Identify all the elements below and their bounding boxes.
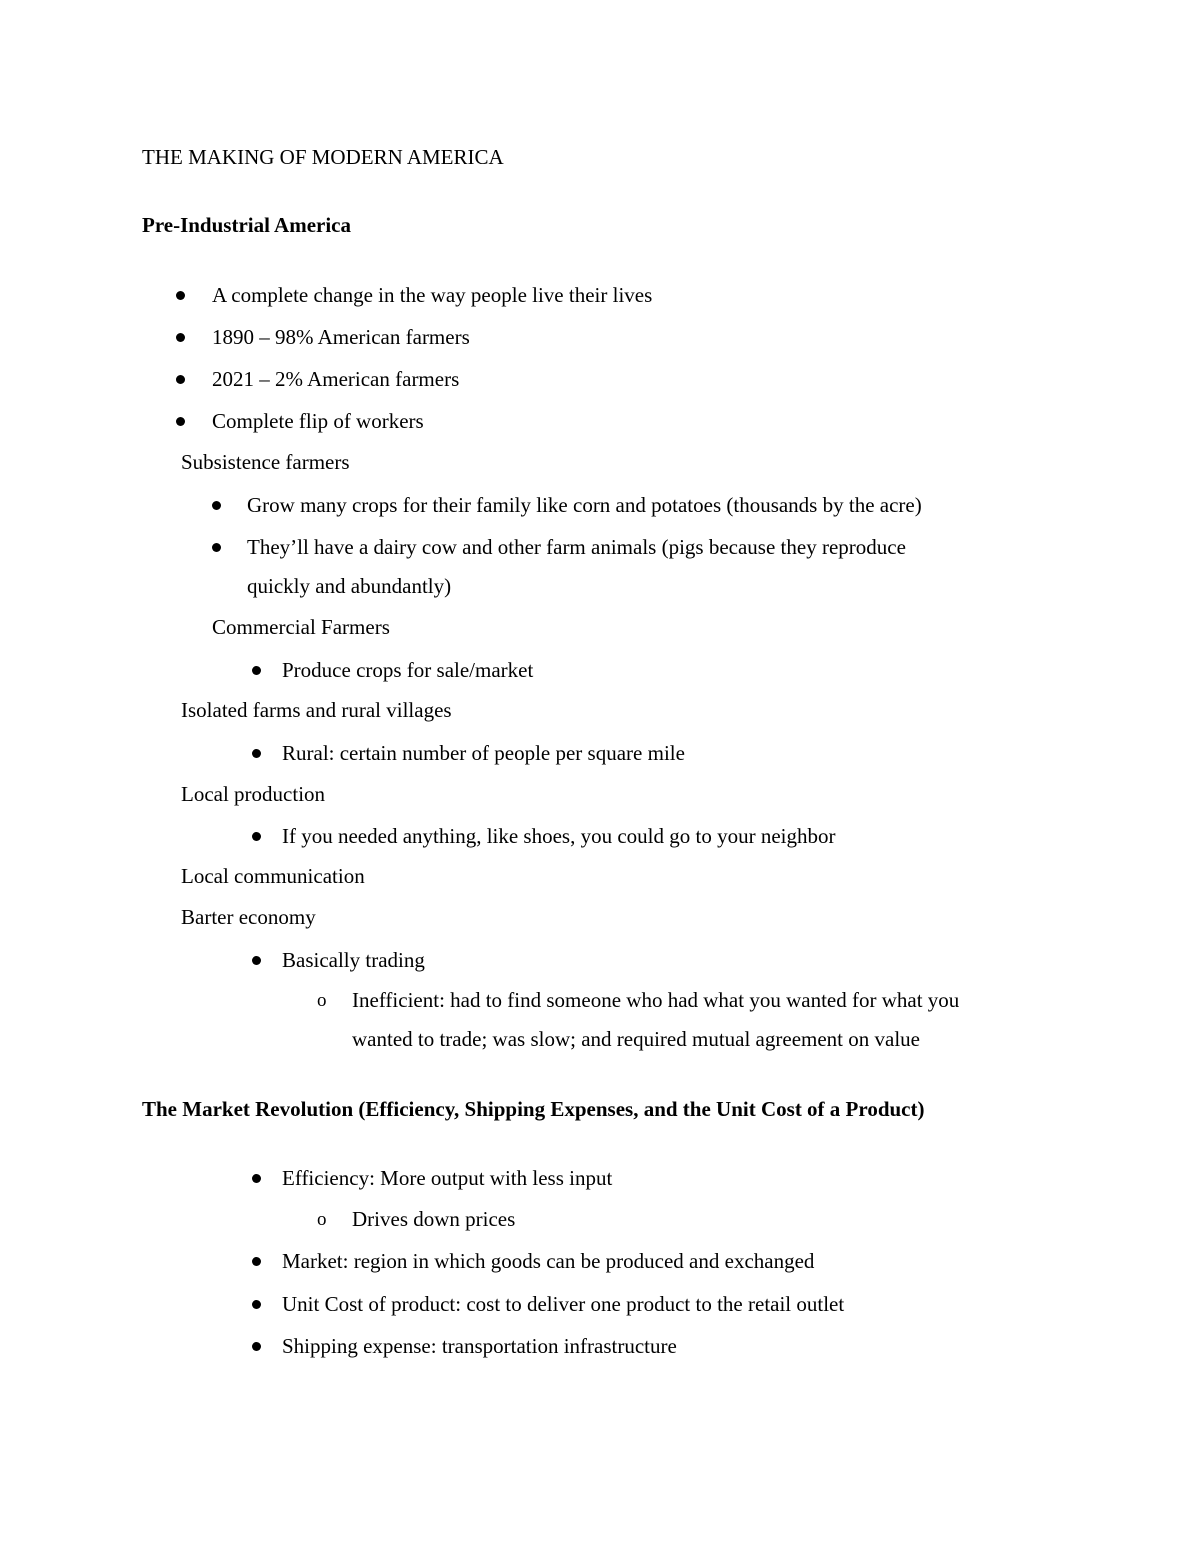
bullet-icon <box>176 375 185 384</box>
bullet-icon <box>252 666 261 675</box>
list-item: Produce crops for sale/market <box>282 658 534 682</box>
bullet-icon <box>252 832 261 841</box>
list-item: Grow many crops for their family like corn and potatoes (thousands by the acre) <box>247 493 922 517</box>
section-heading-pre-industrial: Pre-Industrial America <box>142 213 351 237</box>
list-item: Efficiency: More output with less input <box>282 1166 613 1190</box>
list-item: Inefficient: had to find someone who had what you wanted for what you <box>352 988 960 1012</box>
bullet-icon <box>176 333 185 342</box>
subheading-barter-economy: Barter economy <box>181 905 316 929</box>
list-item: Market: region in which goods can be produced and exchanged <box>282 1249 815 1273</box>
bullet-icon <box>252 1300 261 1309</box>
bullet-icon <box>252 1174 261 1183</box>
list-item: Drives down prices <box>352 1207 516 1231</box>
subheading-isolated-farms: Isolated farms and rural villages <box>181 698 452 722</box>
document-title: THE MAKING OF MODERN AMERICA <box>142 145 504 169</box>
list-item: Rural: certain number of people per square mile <box>282 741 685 765</box>
bullet-icon <box>252 1342 261 1351</box>
circle-bullet-icon: o <box>317 1209 327 1230</box>
subheading-local-communication: Local communication <box>181 864 365 888</box>
list-item: 2021 – 2% American farmers <box>212 367 460 391</box>
list-item: They’ll have a dairy cow and other farm animals (pigs because they reproduce <box>247 535 906 559</box>
bullet-icon <box>212 543 221 552</box>
list-item: Basically trading <box>282 948 425 972</box>
list-item-continuation: quickly and abundantly) <box>247 574 452 598</box>
bullet-icon <box>252 1257 261 1266</box>
list-item: If you needed anything, like shoes, you could go to your neighbor <box>282 824 836 848</box>
subheading-local-production: Local production <box>181 782 326 806</box>
circle-bullet-icon: o <box>317 990 327 1011</box>
bullet-icon <box>252 956 261 965</box>
subheading-subsistence-farmers: Subsistence farmers <box>181 450 350 474</box>
list-item: A complete change in the way people live their lives <box>212 283 653 307</box>
list-item: 1890 – 98% American farmers <box>212 325 470 349</box>
subheading-commercial-farmers: Commercial Farmers <box>212 615 390 639</box>
bullet-icon <box>176 291 185 300</box>
section-heading-market-revolution: The Market Revolution (Efficiency, Shipping Expenses, and the Unit Cost of a Product) <box>142 1097 925 1121</box>
list-item: Complete flip of workers <box>212 409 424 433</box>
list-item: Unit Cost of product: cost to deliver one product to the retail outlet <box>282 1292 845 1316</box>
bullet-icon <box>176 417 185 426</box>
list-item-continuation: wanted to trade; was slow; and required mutual agreement on value <box>352 1027 920 1051</box>
bullet-icon <box>212 501 221 510</box>
bullet-icon <box>252 749 261 758</box>
list-item: Shipping expense: transportation infrastructure <box>282 1334 677 1358</box>
